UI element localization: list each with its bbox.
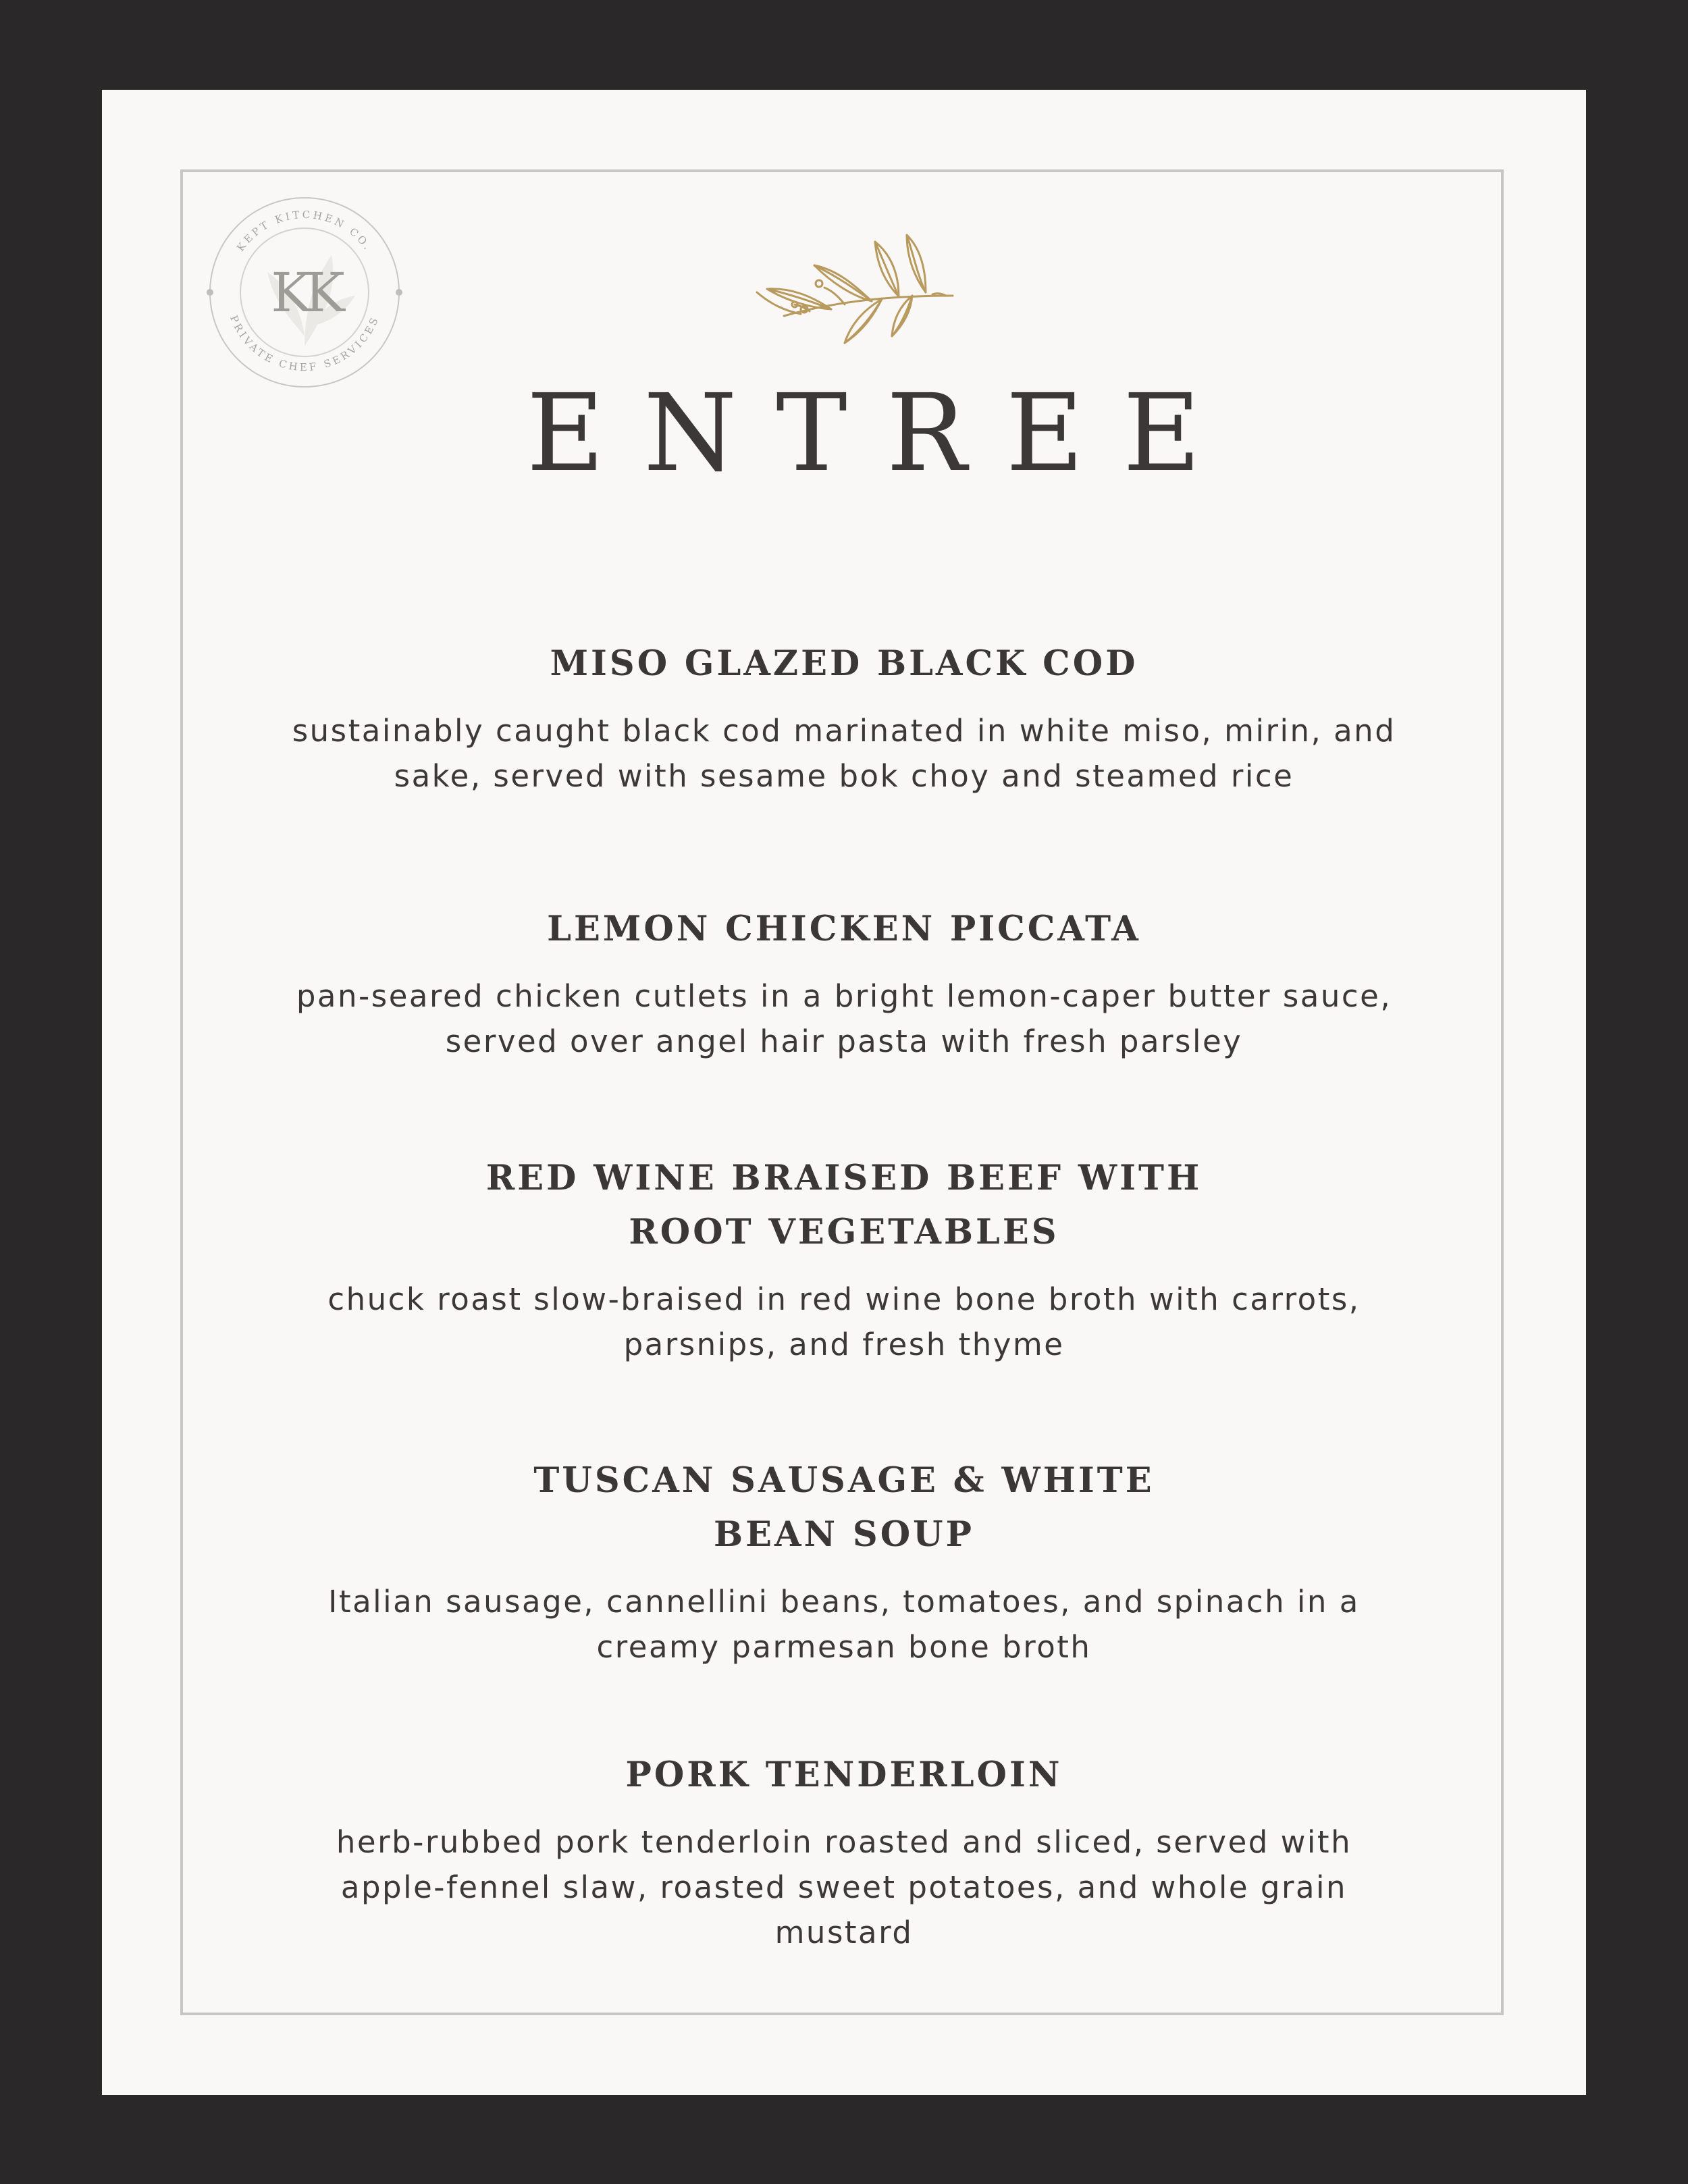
menu-item-name: LEMON CHICKEN PICCATA [547, 909, 1141, 949]
menu-item-name: MISO GLAZED BLACK COD [550, 643, 1138, 684]
menu-item [102, 1151, 1586, 1367]
svg-text:KEPT KITCHEN CO. [234, 209, 375, 254]
menu-card [102, 90, 1586, 2095]
menu-item-description: herb-rubbed pork tenderloin roasted and sliced, served with apple-fennel slaw, roasted sweet potatoes, and whole grain mustard [336, 1824, 1352, 1950]
menu-item-description: pan-seared chicken cutlets in a bright lemon-caper butter sauce, served over angel hair pasta with fresh parsley [296, 978, 1392, 1059]
menu-item [102, 902, 1586, 1064]
logo-monogram: KK [271, 261, 338, 324]
menu-item-description: Italian sausage, cannellini beans, tomatoes, and spinach in a creamy parmesan bone broth [328, 1584, 1360, 1665]
menu-item [102, 637, 1586, 799]
menu-item-description: sustainably caught black cod marinated in white miso, mirin, and sake, served with sesame bok choy and steamed rice [292, 713, 1396, 794]
menu-item-name: RED WINE BRAISED BEEF WITH ROOT VEGETABLES [485, 1158, 1203, 1252]
menu-item [102, 1748, 1586, 1955]
golden-sprig-icon [730, 228, 959, 350]
menu-item [102, 1454, 1586, 1670]
logo-ring-top: KEPT KITCHEN CO. [234, 208, 375, 254]
logo-ring-bottom: PRIVATE CHEF SERVICES [228, 313, 381, 374]
menu-item-name: PORK TENDERLOIN [625, 1755, 1063, 1795]
menu-item-description: chuck roast slow-braised in red wine bone broth with carrots, parsnips, and fresh thyme [327, 1281, 1361, 1362]
page-title: ENTREE [526, 371, 1240, 496]
kept-kitchen-logo [203, 191, 406, 394]
menu-item-name: TUSCAN SAUSAGE & WHITE BEAN SOUP [533, 1460, 1155, 1555]
